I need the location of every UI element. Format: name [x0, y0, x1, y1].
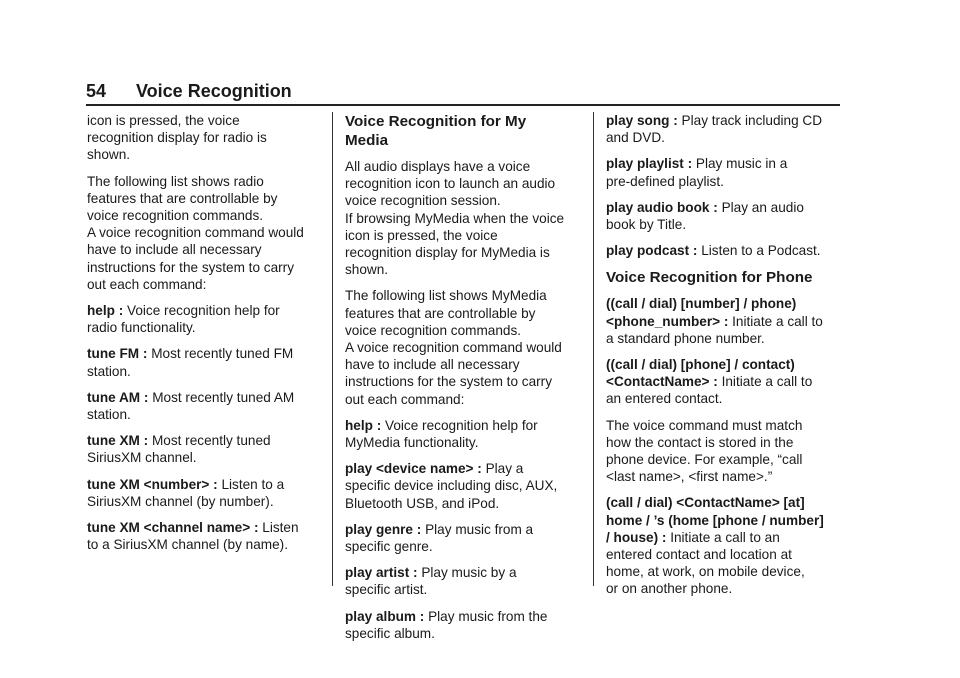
command-desc: Initiate a call to a standard phone number. [606, 313, 823, 346]
paragraph: If browsing MyMedia when the voice icon is pressed, the voice recognition display for MyMedia is shown. [345, 210, 565, 278]
command-item [345, 417, 581, 451]
column-2 [345, 112, 581, 651]
command-term: play playlist : [606, 156, 693, 172]
command-term: play audio book : [606, 199, 718, 215]
command-desc: Listen to a SiriusXM channel (by name). [87, 520, 299, 553]
command-term: help : [345, 417, 382, 433]
command-term: ((call / dial) [phone] / contact) <ContactName> : [606, 357, 795, 390]
command-desc: Play an audio book by Title. [606, 199, 804, 233]
command-desc: Play music from the specific album. [345, 608, 548, 641]
command-desc: Most recently tuned SiriusXM channel. [87, 433, 271, 466]
subsection-heading: Voice Recognition for My Media [345, 113, 527, 149]
column-3 [606, 112, 842, 607]
command-item [606, 199, 842, 233]
page-header [86, 81, 840, 105]
paragraph: The voice command must match how the contact is stored in the phone device. For example, “call <last name>, <first name>.” [606, 417, 803, 485]
paragraph: The following list shows radio features that are controllable by voice recognition commands. [87, 173, 278, 224]
command-term: help : [87, 303, 124, 319]
command-term: play artist : [345, 565, 418, 581]
column-divider [332, 112, 333, 586]
subsection-heading: Voice Recognition for Phone [606, 269, 813, 287]
command-item [606, 356, 842, 408]
page-number: 54 [86, 81, 107, 101]
column-divider [593, 112, 594, 586]
column-1 [87, 112, 321, 562]
command-term: play podcast : [606, 243, 698, 259]
command-desc: Voice recognition help for radio functionality. [87, 303, 280, 336]
command-item [606, 155, 842, 189]
command-term: ((call / dial) [number] / phone) <phone_number> : [606, 296, 797, 329]
command-item [87, 432, 321, 466]
section-title: Voice Recognition [136, 81, 292, 101]
paragraph: A voice recognition command would have to include all necessary instructions for the system to carry out each command: [87, 225, 304, 292]
command-desc: Play music by a specific artist. [345, 565, 517, 598]
command-item [606, 295, 842, 347]
command-item [345, 460, 581, 512]
command-desc: Initiate a call to an entered contact and location at home, at work, on mobile device, or on another phone. [606, 529, 805, 597]
command-term: tune FM : [87, 346, 148, 362]
command-term: play <device name> : [345, 461, 482, 477]
command-desc: Listen to a SiriusXM channel (by number). [87, 476, 285, 509]
command-desc: Play music from a specific genre. [345, 521, 534, 555]
command-item [606, 112, 842, 146]
command-item [606, 494, 842, 597]
command-item [87, 389, 321, 423]
header-rule [86, 104, 840, 106]
paragraph: The following list shows MyMedia features that are controllable by voice recognition commands. [345, 288, 547, 338]
command-item [87, 345, 321, 379]
command-term: play album : [345, 608, 425, 624]
command-desc: Play track including CD and DVD. [606, 113, 823, 146]
command-term: tune XM <channel name> : [87, 520, 259, 536]
paragraph: A voice recognition command would have to include all necessary instructions for the system to carry out each command: [345, 340, 562, 407]
command-term: tune AM : [87, 389, 149, 405]
command-item [345, 608, 581, 642]
command-desc: Voice recognition help for MyMedia functionality. [345, 417, 538, 451]
command-item [345, 564, 581, 598]
command-term: tune XM <number> : [87, 476, 218, 492]
command-item [87, 519, 321, 553]
paragraph: icon is pressed, the voice recognition display for radio is shown. [87, 113, 267, 163]
command-desc: Play a specific device including disc, AUX, Bluetooth USB, and iPod. [345, 461, 558, 511]
command-desc: Listen to a Podcast. [701, 243, 821, 259]
command-term: (call / dial) <ContactName> [at] home / ’s (home [phone / number] / house) : [606, 495, 824, 545]
command-desc: Initiate a call to an entered contact. [606, 374, 813, 407]
command-item [606, 242, 842, 259]
command-item [87, 476, 321, 510]
command-term: tune XM : [87, 433, 149, 449]
command-desc: Most recently tuned AM station. [87, 389, 295, 423]
paragraph: All audio displays have a voice recognition icon to launch an audio voice recognition session. [345, 159, 556, 209]
command-term: play song : [606, 113, 678, 128]
command-desc: Most recently tuned FM station. [87, 346, 294, 379]
command-desc: Play music in a pre-defined playlist. [606, 156, 788, 189]
command-item [87, 302, 321, 336]
command-term: play genre : [345, 521, 422, 537]
command-item [345, 521, 581, 555]
